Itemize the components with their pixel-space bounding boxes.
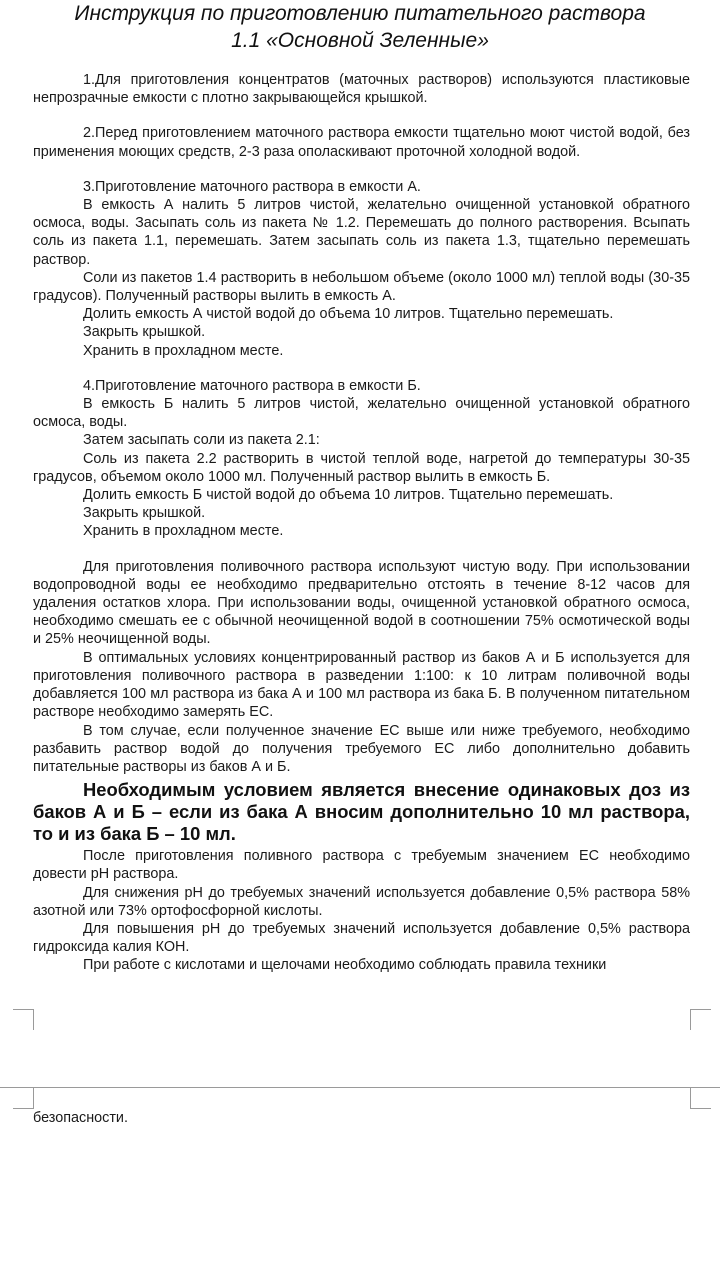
section-3-step-d: Закрыть крышкой. [83, 324, 206, 341]
section-4-step-c: Соль из пакета 2.2 растворить в чистой теплой воде, нагретой до температуры 30-35 градусов, объемом около 1000 мл. Полученный раствор вылить в емкость Б. [33, 450, 690, 485]
paragraph-ph-intro: После приготовления поливного раствора с требуемым значением ЕС необходимо довести рН раствора. [33, 848, 690, 883]
next-page-text: безопасности. [33, 1110, 128, 1126]
page-corner-mark [13, 1088, 34, 1109]
section-3-step-c: Долить емкость А чистой водой до объема 10 литров. Тщательно перемешать. [83, 306, 614, 323]
paragraph-dilution: В оптимальных условиях концентрированный раствор из баков А и Б используется для приготовления поливочного раствора в разведении 1:100: к 10 литрам поливочной воды добавляется 100 мл раствора из бака А и 100 мл раствора из бака Б. В полученном питательном растворе необходимо замерять ЕС. [33, 649, 690, 721]
section-3-step-a: В емкость А налить 5 литров чистой, желательно очищенной установкой обратного осмоса, воды. Засыпать соль из пакета № 1.2. Перемешать до полного растворения. Всыпать соль из пакета 1.1, перемешать. Затем засыпать соль из пакета 1.3, тщательно перемешать раствор. [33, 197, 690, 268]
paragraph-1: 1.Для приготовления концентратов (маточных растворов) используются пластиковые непрозрачные емкости с плотно закрывающейся крышкой. [33, 72, 690, 107]
page-corner-mark [690, 1009, 711, 1030]
paragraph-irrigation-water: Для приготовления поливочного раствора используют чистую воду. При использовании водопроводной воды ее необходимо предварительно отстоять в течение 8-12 часов для удаления остатков хлора. При использовании воды, очищенной установкой обратного осмоса, необходимо смешать ее с обычной неочищенной водой в соотношении 75% осмотической воды и 25% неочищенной воды. [33, 558, 690, 648]
document-title-line1: Инструкция по приготовлению питательного раствора [74, 2, 646, 25]
paragraph-ph-raise: Для повышения рН до требуемых значений используется добавление 0,5% раствора гидроксида калия КОН. [33, 920, 690, 956]
section-4-step-f: Хранить в прохладном месте. [83, 523, 284, 540]
paragraph-ph-lower: Для снижения рН до требуемых значений используется добавление 0,5% раствора 58% азотной или 73% ортофосфорной кислоты. [33, 884, 690, 919]
paragraph-safety: При работе с кислотами и щелочами необходимо соблюдать правила техники [83, 957, 607, 974]
paragraph-2: 2.Перед приготовлением маточного раствора емкости тщательно моют чистой водой, без применения моющих средств, 2-3 раза ополаскивают проточной холодной водой. [33, 125, 690, 160]
paragraph-ec-adjust: В том случае, если полученное значение ЕС выше или ниже требуемого, необходимо разбавить раствор водой до получения требуемого ЕС либо дополнительно добавить питательные растворы из баков А и Б. [33, 722, 690, 775]
section-4-step-a: В емкость Б налить 5 литров чистой, желательно очищенной установкой обратного осмоса, воды. [33, 396, 690, 431]
section-3-step-e: Хранить в прохладном месте. [83, 342, 284, 359]
document-title-line2: 1.1 «Основной Зеленные» [231, 29, 489, 52]
section-4-heading: 4.Приготовление маточного раствора в емкости Б. [83, 377, 421, 394]
bold-requirement: Необходимым условием является внесение одинаковых доз из баков А и Б – если из бака А вносим дополнительно 10 мл раствора, то и из бака Б – 10 мл. [33, 779, 690, 845]
document-body [33, 71, 690, 975]
page-break-line [0, 1087, 720, 1088]
section-4-step-b: Затем засыпать соли из пакета 2.1: [83, 432, 320, 449]
page-corner-mark [690, 1088, 711, 1109]
section-3-heading: 3.Приготовление маточного раствора в емкости А. [83, 178, 421, 195]
section-4-step-d: Долить емкость Б чистой водой до объема 10 литров. Тщательно перемешать. [83, 487, 614, 504]
section-3-step-b: Соли из пакетов 1.4 растворить в небольшом объеме (около 1000 мл) теплой воды (30-35 градусов). Полученный растворы вылить в емкость А. [33, 269, 690, 305]
page-corner-mark [13, 1009, 34, 1030]
section-4-step-e: Закрыть крышкой. [83, 505, 206, 522]
